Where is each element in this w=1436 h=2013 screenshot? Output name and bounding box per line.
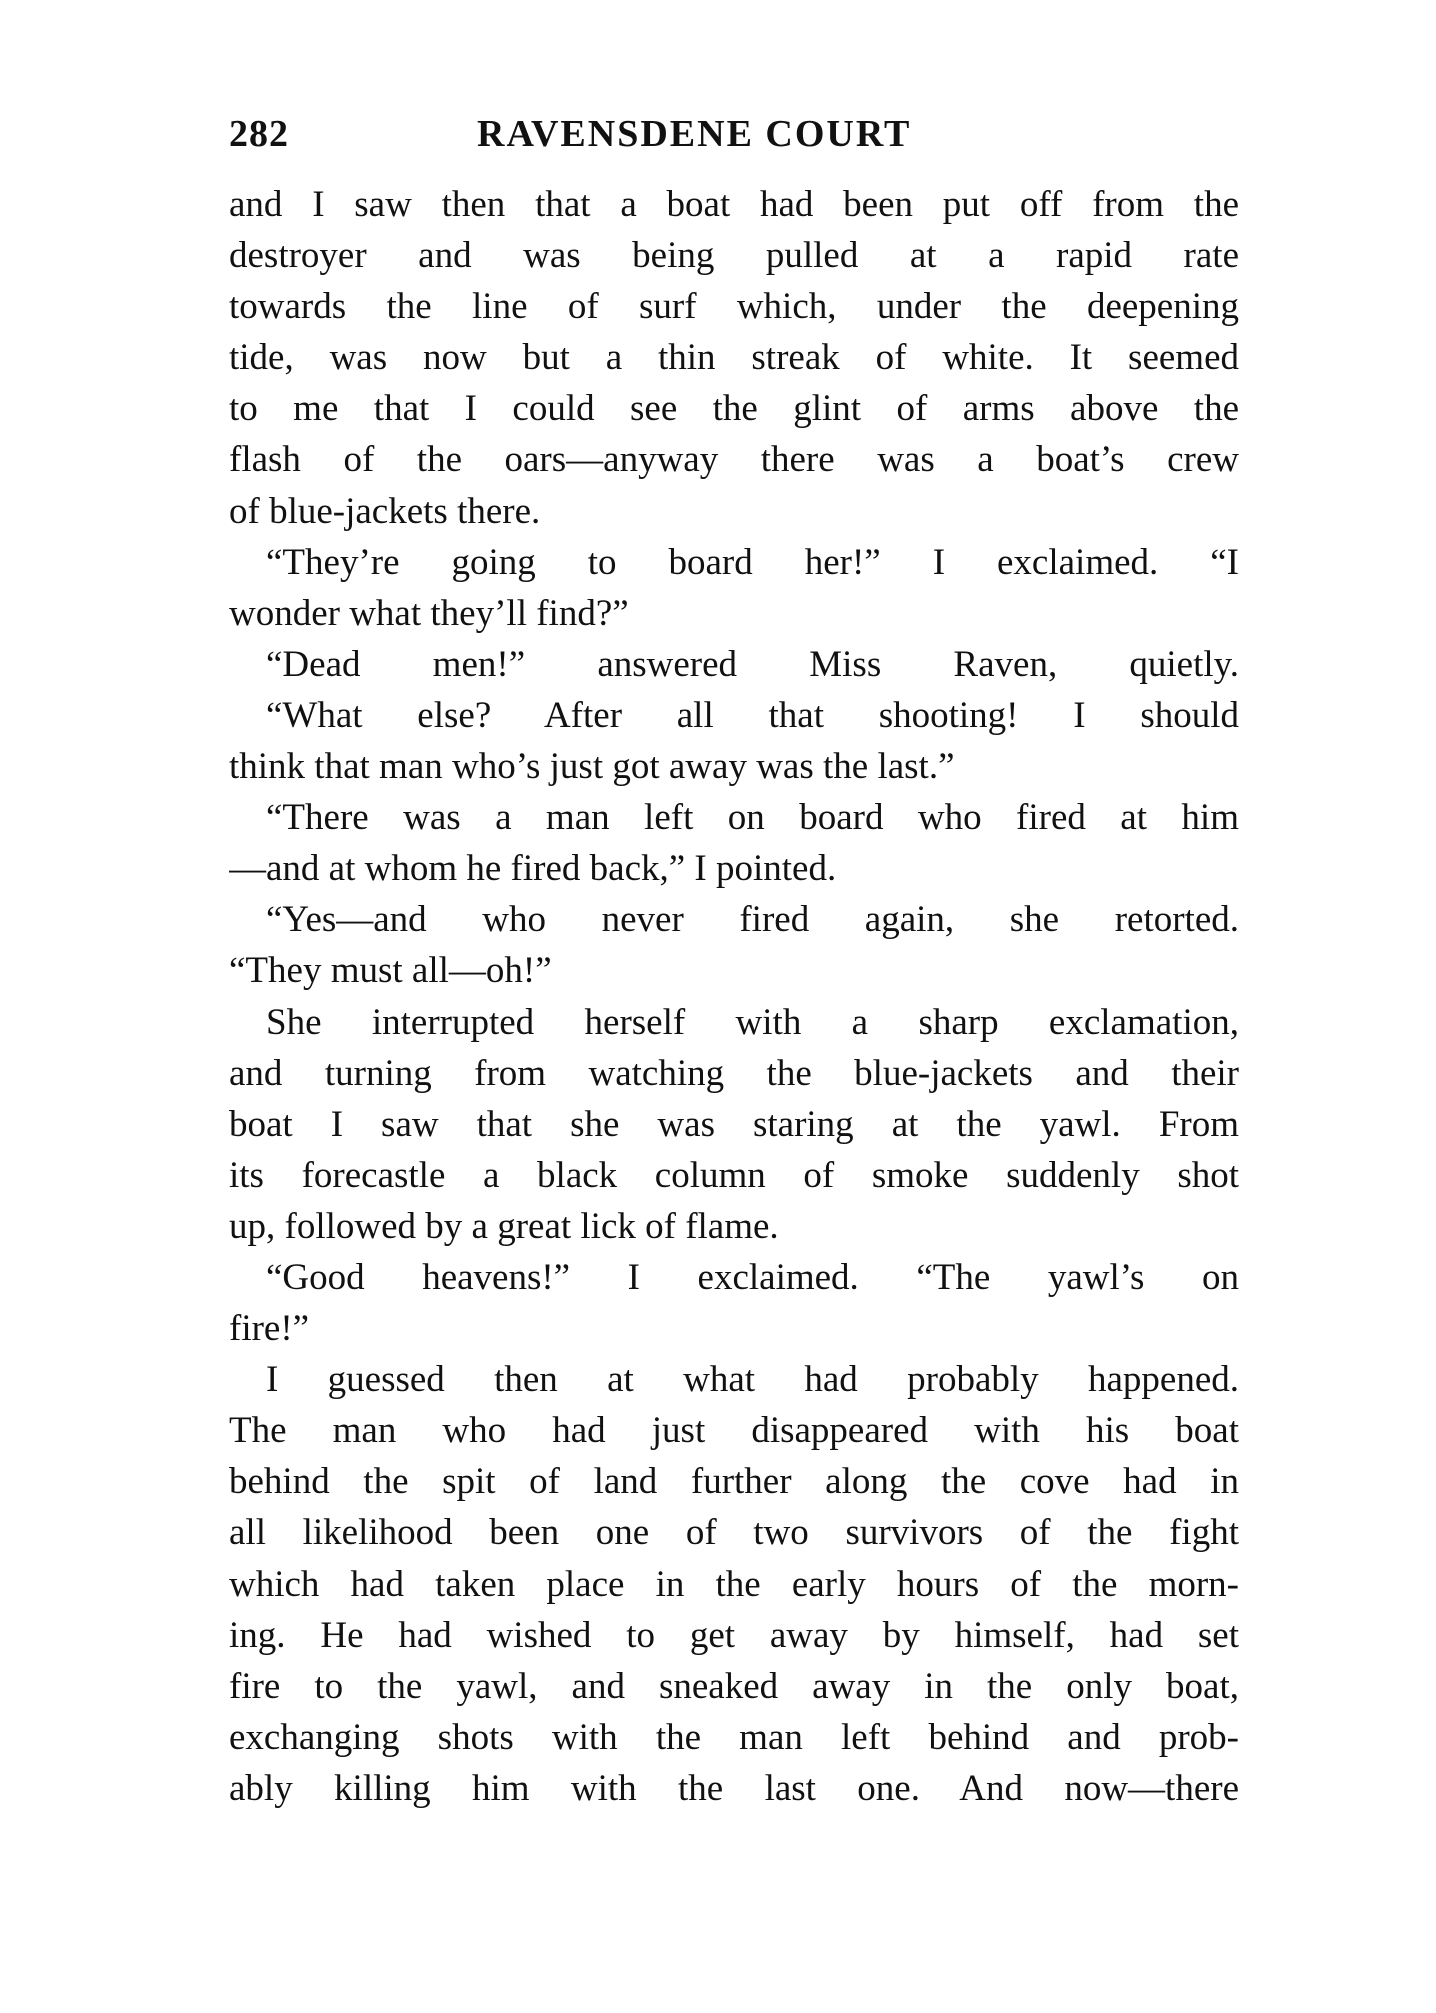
page-header	[229, 112, 1239, 172]
body-text	[229, 179, 1239, 1814]
text-line: ing. He had wished to get away by himself, had set	[229, 1614, 1239, 1656]
text-line: which had taken place in the early hours of the morn-	[229, 1563, 1239, 1605]
text-line: “What else? After all that shooting! I should	[266, 694, 1239, 736]
text-line: flash of the oars—anyway there was a boat’s crew	[229, 439, 1239, 481]
text-line: and turning from watching the blue-jackets and their	[229, 1052, 1239, 1094]
text-line: behind the spit of land further along the cove had in	[229, 1461, 1239, 1503]
text-line: destroyer and was being pulled at a rapid rate	[229, 235, 1239, 277]
text-line: —and at whom he fired back,” I pointed.	[229, 848, 837, 890]
text-line: tide, was now but a thin streak of white. It seemed	[229, 337, 1239, 379]
text-line: She interrupted herself with a sharp exclamation,	[266, 1001, 1239, 1043]
text-line: “Yes—and who never fired again, she retorted.	[266, 899, 1239, 941]
text-line: “There was a man left on board who fired at him	[266, 797, 1239, 839]
running-title: RAVENSDENE COURT	[477, 113, 912, 155]
text-line: boat I saw that she was staring at the yawl. From	[229, 1103, 1239, 1145]
text-line: wonder what they’ll find?”	[229, 592, 629, 634]
text-line: “Dead men!” answered Miss Raven, quietly.	[266, 643, 1239, 685]
text-line: ably killing him with the last one. And now—there	[229, 1767, 1239, 1809]
text-line: of blue-jackets there.	[229, 490, 541, 532]
text-line: towards the line of surf which, under the deepening	[229, 286, 1239, 328]
page-number: 282	[229, 113, 289, 155]
text-line: “Good heavens!” I exclaimed. “The yawl’s on	[266, 1256, 1239, 1298]
text-line: its forecastle a black column of smoke suddenly shot	[229, 1154, 1239, 1196]
text-line: fire!”	[229, 1308, 310, 1350]
text-line: and I saw then that a boat had been put off from the	[229, 184, 1239, 225]
text-line: “They’re going to board her!” I exclaimed. “I	[266, 541, 1239, 583]
text-line: The man who had just disappeared with his boat	[229, 1410, 1239, 1452]
text-line: think that man who’s just got away was the last.”	[229, 746, 955, 788]
text-line: I guessed then at what had probably happened.	[266, 1359, 1239, 1401]
text-line: all likelihood been one of two survivors of the fight	[229, 1512, 1239, 1554]
text-line: “They must all—oh!”	[229, 950, 552, 992]
text-line: exchanging shots with the man left behind and prob-	[229, 1716, 1239, 1758]
text-line: fire to the yawl, and sneaked away in the only boat,	[229, 1665, 1239, 1707]
text-line: up, followed by a great lick of flame.	[229, 1205, 779, 1247]
text-line: to me that I could see the glint of arms above the	[229, 388, 1239, 430]
